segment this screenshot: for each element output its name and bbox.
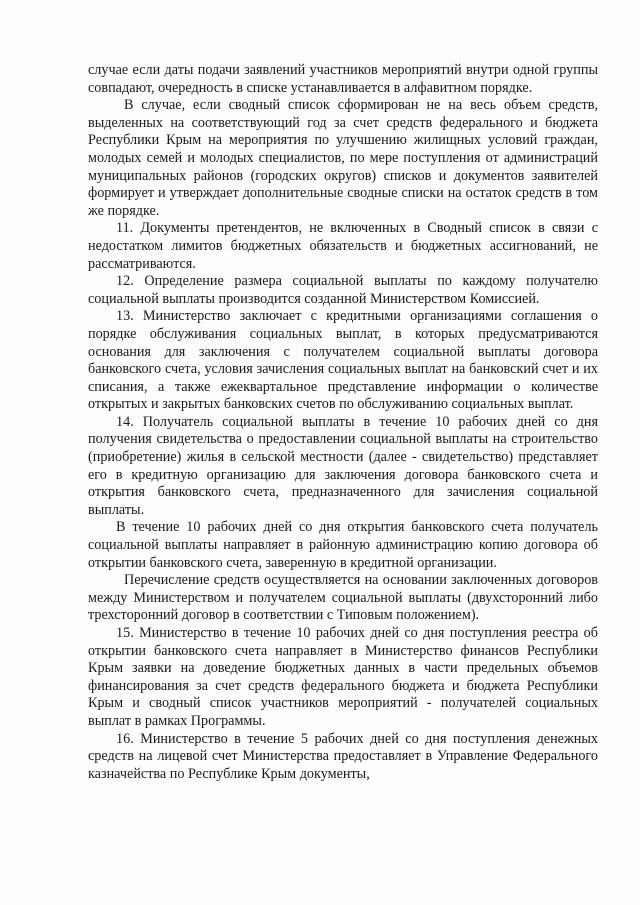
paragraph-item-15: 15. Министерство в течение 10 рабочих дней со дня поступления реестра об открытии банковского счета направляет в Министерство финансов Республики Крым заявки на доведение бюджетных данных в части предельных объемов финансирования за счет средств федерального бюджета и бюджета Республики Крым и сводный список участников мероприятий - получателей социальных выплат в рамках Программы. [88, 625, 598, 729]
paragraph-item-11: 11. Документы претендентов, не включенных в Сводный список в связи с недостатком лимитов бюджетных обязательств и бюджетных ассигнований, не рассматриваются. [88, 220, 598, 272]
paragraph-continuation: случае если даты подачи заявлений участников мероприятий внутри одной группы совпадают, очередность в списке устанавливается в алфавитном порядке. [88, 62, 598, 96]
paragraph-transfer-of-funds: Перечисление средств осуществляется на основании заключенных договоров между Министерством и получателем социальной выплаты (двухсторонний либо трехсторонний договор в соответствии с Типовым положением). [88, 572, 598, 624]
paragraph-item-16: 16. Министерство в течение 5 рабочих дней со дня поступления денежных средств на лицевой счет Министерства предоставляет в Управление Федерального казначейства по Республике Крым документы, [88, 730, 598, 782]
paragraph-item-12: 12. Определение размера социальной выплаты по каждому получателю социальной выплаты производится созданной Министерством Комиссией. [88, 273, 598, 307]
paragraph-summary-list: В случае, если сводный список сформирован не на весь объем средств, выделенных на соответствующий год за счет средств федерального и бюджета Республики Крым на мероприятия по улучшению жилищных условий граждан, молодых семей и молодых специалистов, по мере поступления от администраций муниципальных районов (городских округов) списков и документов заявителей формирует и утверждает дополнительные сводные списки на остаток средств в том же порядке. [88, 97, 598, 219]
paragraph-item-14: 14. Получатель социальной выплаты в течение 10 рабочих дней со дня получения свидетельства о предоставлении социальной выплаты на строительство (приобретение) жилья в сельской местности (далее - свидетельство) представляет его в кредитную организацию для заключения договора банковского счета и открытия банковского счета, предназначенного для зачисления социальной выплаты. [88, 413, 598, 518]
paragraph-item-13: 13. Министерство заключает с кредитными организациями соглашения о порядке обслуживания социальных выплат, в которых предусматриваются основания для заключения с получателем социальной выплаты договора банковского счета, условия зачисления социальных выплат на банковский счет и их списания, а также ежеквартальное представление информации о количестве открытых и закрытых банковских счетов по обслуживанию социальных выплат. [88, 308, 598, 413]
paragraph-bank-account-copy: В течение 10 рабочих дней со дня открытия банковского счета получатель социальной выплаты направляет в районную администрацию копию договора об открытии банковского счета, заверенную в кредитной организации. [88, 519, 598, 571]
